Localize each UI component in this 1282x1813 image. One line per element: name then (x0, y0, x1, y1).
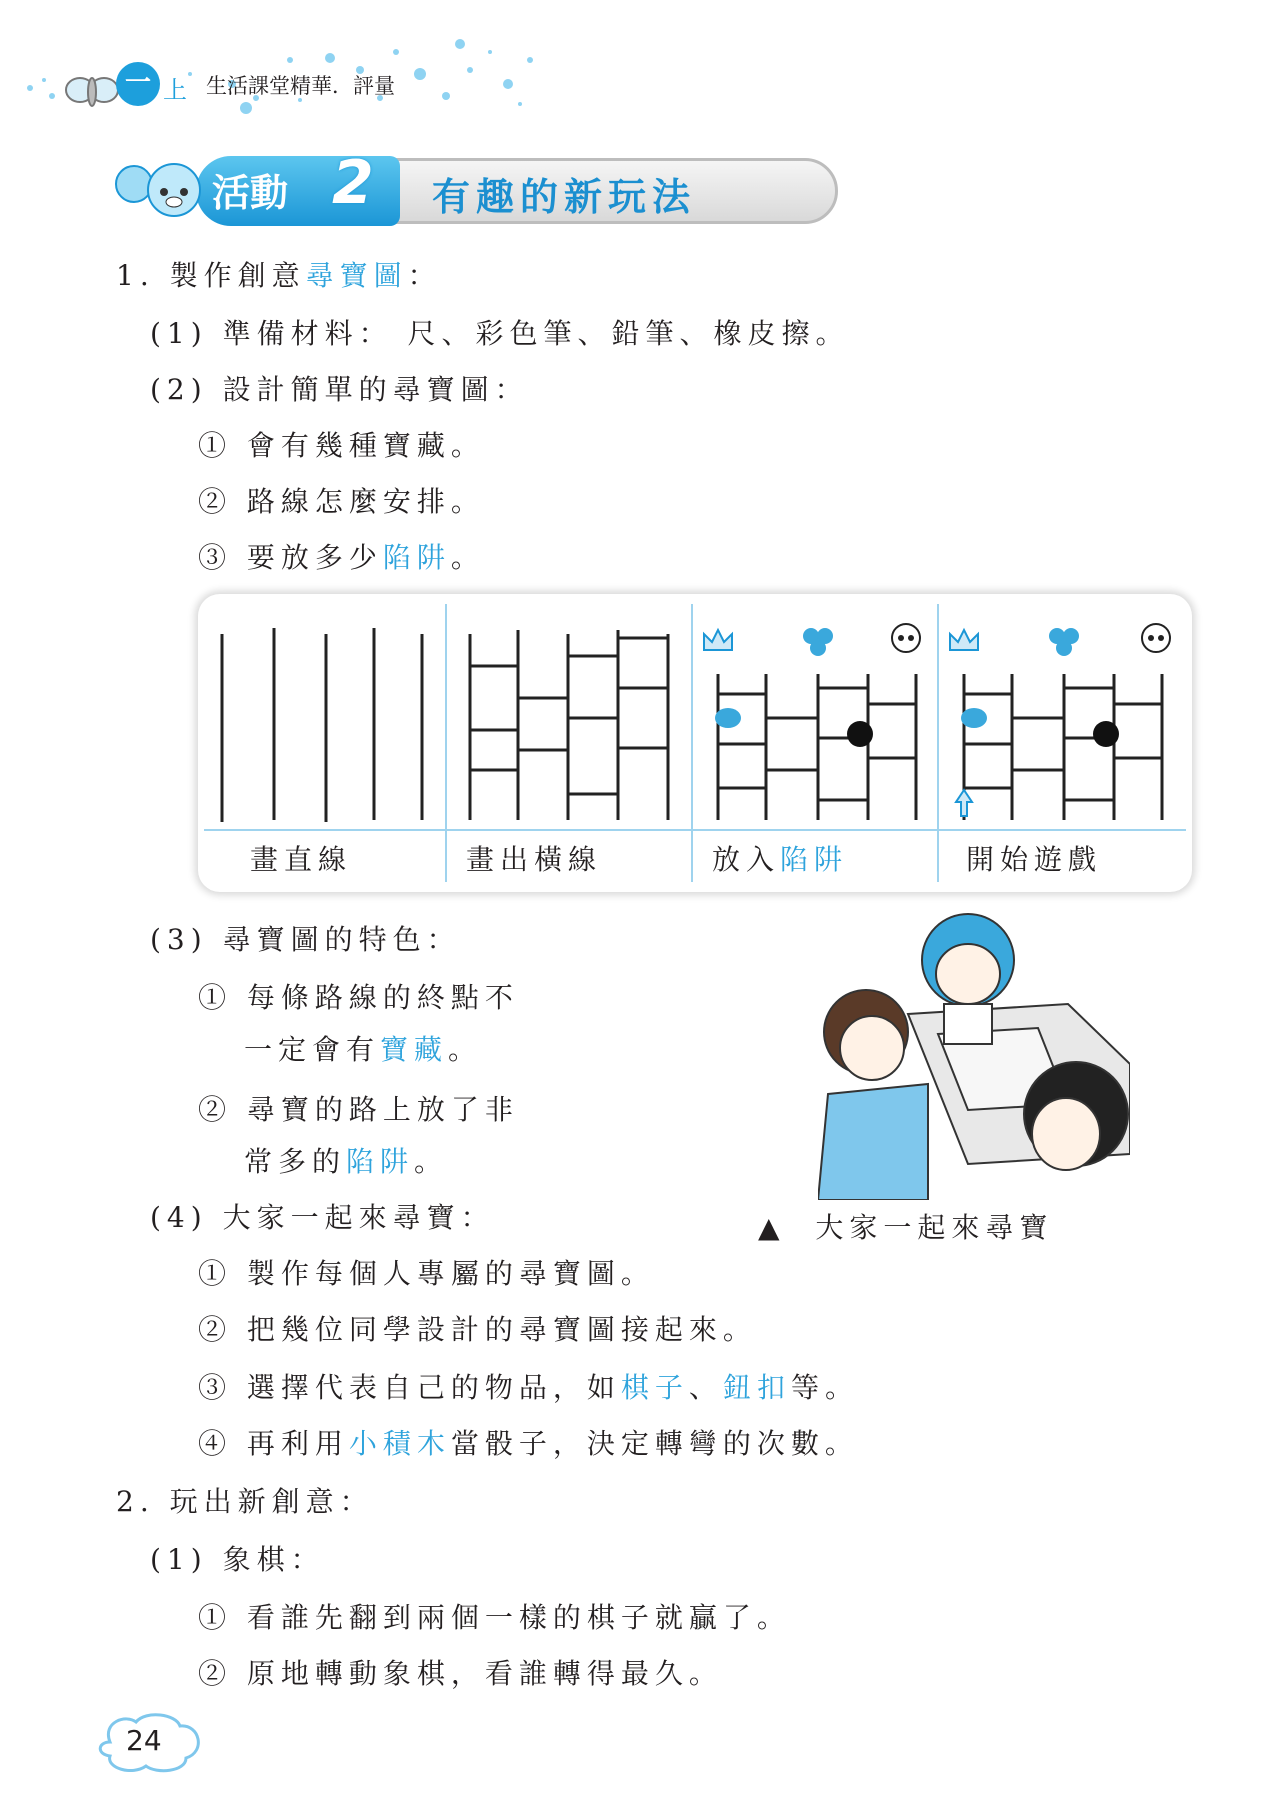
skull-icon (1142, 624, 1170, 652)
skull-icon (892, 624, 920, 652)
features-sub2-a: ② 尋寶的路上放了非 (198, 1093, 519, 1126)
find-treasure-item: (4) 大家一起來尋寶： (150, 1201, 495, 1234)
caption-draw-vertical: 畫直線 (250, 843, 353, 876)
find-treasure-sub2: ② 把幾位同學設計的尋寶圖接起來。 (198, 1313, 757, 1346)
features-sub1-b: 一定會有寶藏。 (244, 1033, 483, 1066)
design-sub1: ① 會有幾種寶藏。 (198, 429, 485, 462)
bomb-icon (847, 721, 873, 747)
unit-term: 上 (163, 76, 187, 104)
unit-badge: 一 (116, 62, 160, 106)
features-item: (3) 尋寶圖的特色： (150, 923, 461, 956)
find-treasure-sub1: ① 製作每個人專屬的尋寶圖。 (198, 1257, 655, 1290)
chess-item: (1) 象棋： (150, 1543, 325, 1576)
crown-icon (704, 630, 732, 650)
caption-start-game: 開始遊戲 (966, 843, 1103, 876)
bear-mascot-icon (104, 150, 214, 230)
find-treasure-sub4: ④ 再利用小積木當骰子，決定轉彎的次數。 (198, 1427, 859, 1460)
activity-title: 有趣的新玩法 (432, 175, 697, 219)
features-sub1-a: ① 每條路線的終點不 (198, 981, 519, 1014)
bomb-icon (1093, 721, 1119, 747)
section2-heading: 2. 玩出新創意： (116, 1485, 374, 1518)
clover-icon (1049, 628, 1079, 656)
chess-sub2: ② 原地轉動象棋，看誰轉得最久。 (198, 1657, 723, 1690)
design-sub2: ② 路線怎麼安排。 (198, 485, 485, 518)
materials-item: (1) 準備材料： 尺、彩色筆、鉛筆、橡皮擦。 (150, 317, 850, 350)
activity-label: 活動 (212, 171, 289, 215)
caption-place-traps: 放入陷阱 (712, 843, 849, 876)
design-sub3: ③ 要放多少陷阱。 (198, 541, 485, 574)
chess-sub1: ① 看誰先翻到兩個一樣的棋子就贏了。 (198, 1601, 791, 1634)
section1-heading: 1. 製作創意尋寶圖： (116, 259, 442, 292)
activity-number: 2 (332, 148, 374, 218)
illustration-caption: ▲ 大家一起來尋寶 (758, 1211, 1054, 1244)
header-decoration (0, 0, 560, 130)
find-treasure-sub3: ③ 選擇代表自己的物品，如棋子、鈕扣等。 (198, 1371, 859, 1404)
clover-icon (803, 628, 833, 656)
page-number: 24 (126, 1724, 162, 1757)
caption-draw-horizontal: 畫出橫線 (466, 843, 603, 876)
start-arrow-icon (956, 790, 972, 816)
design-item: (2) 設計簡單的尋寶圖： (150, 373, 529, 406)
features-sub2-b: 常多的陷阱。 (244, 1145, 449, 1178)
crown-icon (950, 630, 978, 650)
bird-trap-icon (961, 708, 987, 728)
book-title: 生活課堂精華．評量 (206, 74, 395, 98)
butterfly-icon (66, 78, 118, 106)
bird-trap-icon (715, 708, 741, 728)
kids-treasure-illustration (818, 904, 1130, 1200)
